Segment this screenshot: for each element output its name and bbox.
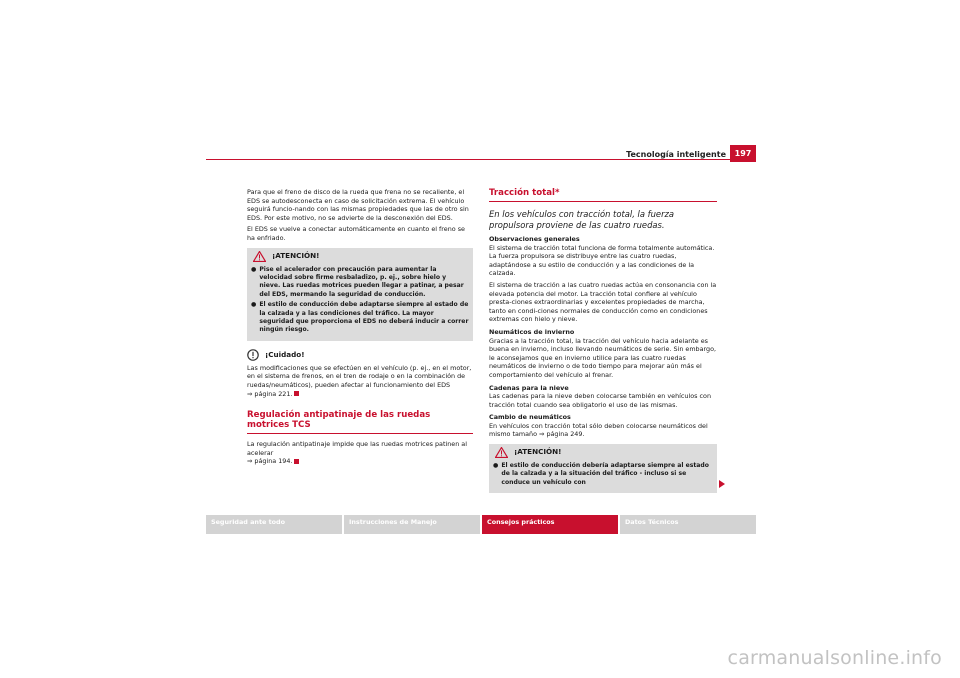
footer-tab-seguridad[interactable]: Seguridad ante todo bbox=[206, 515, 342, 534]
header-rule bbox=[206, 159, 756, 160]
continue-arrow-icon bbox=[719, 480, 725, 488]
right-column bbox=[489, 188, 717, 496]
page-number: 197 bbox=[730, 145, 756, 162]
caution-title: ¡Cuidado! bbox=[265, 349, 305, 359]
warning-triangle-icon bbox=[495, 447, 508, 458]
warning-header bbox=[495, 447, 713, 458]
caution-header bbox=[247, 349, 473, 361]
tcs-page-link[interactable]: ⇒ página 194. bbox=[247, 457, 293, 466]
warning-item-text: El estilo de conducción debería adaptarse siempre al estado de la calzada y a la situación del tráfico - incluso si se conduce un vehículo con bbox=[501, 462, 709, 486]
section-label: Cadenas para la nieve bbox=[489, 383, 569, 392]
warning-header bbox=[253, 251, 469, 262]
caution-text bbox=[247, 364, 473, 398]
section-paragraph: El sistema de tracción total funciona de forma totalmente automática. La fuerza propulsora se distribuye entre las cuatro ruedas, adaptándose a su estilo de conducción y a las condiciones de la calzada. bbox=[489, 243, 715, 278]
all-wheel-drive-heading: Tracción total* bbox=[489, 188, 717, 202]
header-title: Tecnología inteligente bbox=[626, 150, 726, 159]
end-mark-icon bbox=[294, 391, 299, 396]
section-label: Cambio de neumáticos bbox=[489, 413, 571, 422]
caution-body: Las modificaciones que se efectúen en el vehículo (p. ej., en el motor, en el sistema de frenos, en el tren de rodaje o en la combinación de ruedas/neumáticos), pueden afectar al funcionamiento del EDS bbox=[247, 363, 472, 389]
all-wheel-drive-subtitle: En los vehículos con tracción total, la fuerza propulsora proviene de las cuatro ruedas. bbox=[489, 209, 675, 230]
left-column bbox=[247, 188, 473, 469]
section-paragraph: Las cadenas para la nieve deben colocarse también en vehículos con tracción total cuando sea obligatorio el uso de las mismas. bbox=[489, 392, 712, 409]
section-paragraph: El sistema de tracción a las cuatro ruedas actúa en consonancia con la elevada potencia del motor. La tracción total confiere al vehículo presta-ciones extraordinarias y excelentes propiedades de marcha, tanto en condi-ciones normales de conducción como en condiciones extremas con hielo y nieve. bbox=[489, 280, 717, 324]
bullet-icon: ● bbox=[493, 462, 499, 470]
intro-paragraph: Para que el freno de disco de la rueda que frena no se recaliente, el EDS se autodesconecta en caso de solicitación extrema. El vehículo seguirá funcio-nando con las mismas propiedades que las de otro sin EDS. Por este motivo, no se advierte de la desconexión del EDS. bbox=[247, 188, 469, 222]
section-paragraph: En vehículos con tracción total sólo deben colocarse neumáticos del mismo tamaño ⇒ página 249. bbox=[489, 421, 708, 439]
section-paragraph: Gracias a la tracción total, la tracción del vehículo hacia adelante es buena en invierno, incluso llevando neumáticos de serie. Sin embargo, le aconsejamos que en invierno utilice para las cuatro ruedas neumáticos de invierno o de todo tiempo para mejorar aún más el comportamiento del vehículo al frenar. bbox=[489, 336, 717, 379]
tcs-body: La regulación antipatinaje impide que las ruedas motrices patinen al acelerar bbox=[247, 440, 467, 457]
warning-title: ¡ATENCIÓN! bbox=[514, 447, 562, 457]
warning-item bbox=[251, 266, 469, 300]
section-label: Neumáticos de invierno bbox=[489, 327, 575, 336]
bullet-icon: ● bbox=[251, 301, 257, 309]
warning-title: ¡ATENCIÓN! bbox=[272, 250, 320, 260]
end-mark-icon bbox=[294, 459, 299, 464]
section-label: Observaciones generales bbox=[489, 235, 580, 243]
caution-page-link[interactable]: ⇒ página 221. bbox=[247, 389, 293, 398]
watermark: carmanualsonline.info bbox=[727, 647, 942, 669]
warning-box bbox=[247, 248, 473, 341]
warning-box bbox=[489, 444, 717, 493]
caution-exclamation-icon bbox=[247, 349, 259, 361]
footer-tab-consejos[interactable]: Consejos prácticos bbox=[482, 515, 618, 534]
footer-nav bbox=[206, 515, 756, 534]
warning-item bbox=[251, 301, 469, 335]
warning-item-text: Pise el acelerador con precaución para aumentar la velocidad sobre firme resbaladizo, p. ej., sobre hielo y nieve. Las ruedas motrices pueden llegar a patinar, a pesar del EDS, mermando la seguridad de conducción. bbox=[259, 265, 464, 298]
warning-triangle-icon bbox=[253, 251, 266, 262]
eds-reconnect-paragraph: El EDS se vuelve a conectar automáticamente en cuanto el freno se ha enfriado. bbox=[247, 225, 465, 242]
bullet-icon: ● bbox=[251, 265, 257, 273]
tcs-text bbox=[247, 440, 473, 466]
footer-tab-datos[interactable]: Datos Técnicos bbox=[620, 515, 756, 534]
tcs-heading: Regulación antipatinaje de las ruedas motrices TCS bbox=[247, 410, 473, 434]
warning-item bbox=[493, 462, 713, 487]
footer-tab-instrucciones[interactable]: Instrucciones de Manejo bbox=[344, 515, 480, 534]
warning-item-text: El estilo de conducción debe adaptarse siempre al estado de la calzada y a las condiciones del tráfico. La mayor seguridad que proporciona el EDS no deberá inducir a correr ningún riesgo. bbox=[259, 301, 469, 334]
